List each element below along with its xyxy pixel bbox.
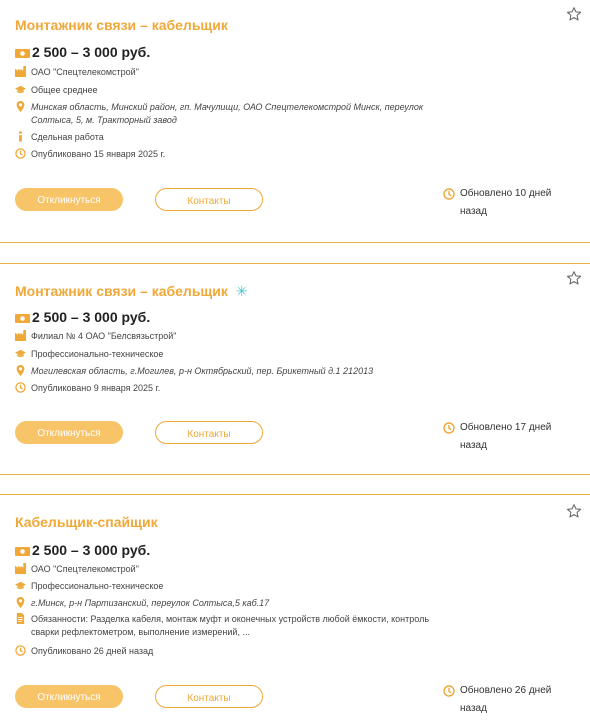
star-icon[interactable] <box>566 6 582 22</box>
updated-text: Обновлено 10 дней назад <box>460 188 552 217</box>
salary <box>15 309 150 325</box>
company-row <box>15 330 440 343</box>
education-text: Профессионально-техническое <box>31 349 164 359</box>
location-pin-icon <box>15 597 26 608</box>
work-type-text: Сдельная работа <box>31 132 104 142</box>
address-text: Могилевская область, г.Могилев, р-н Октябрьский, пер. Брикетный д.1 212013 <box>31 366 374 376</box>
company-name[interactable]: Филиал № 4 ОАО "Белсвязьстрой" <box>31 331 177 341</box>
published-text: Опубликовано 15 января 2025 г. <box>31 149 166 159</box>
education-text: Общее среднее <box>31 85 98 95</box>
clock-icon <box>15 148 26 159</box>
contacts-button[interactable]: Контакты <box>155 685 263 708</box>
vacancy-title-wrap <box>15 283 248 300</box>
clock-icon <box>443 685 455 697</box>
salary-text: 2 500 – 3 000 руб. <box>32 309 151 325</box>
published-text: Опубликовано 9 января 2025 г. <box>31 383 161 393</box>
education-row <box>15 84 440 97</box>
location-pin-icon <box>15 101 26 112</box>
work-type-row <box>15 131 440 144</box>
company-name[interactable]: ОАО "Спецтелекомстрой" <box>31 67 139 77</box>
company-name[interactable]: ОАО "Спецтелекомстрой" <box>31 564 139 574</box>
building-icon <box>15 66 26 77</box>
graduation-cap-icon <box>15 580 26 591</box>
published-row <box>15 382 440 395</box>
published-text: Опубликовано 26 дней назад <box>31 646 154 656</box>
updated-info <box>443 185 573 221</box>
money-icon <box>15 47 30 59</box>
money-icon <box>15 545 30 557</box>
updated-info <box>443 682 573 718</box>
education-row <box>15 348 440 361</box>
graduation-cap-icon <box>15 348 26 359</box>
apply-button[interactable]: Откликнуться <box>15 421 123 444</box>
sparkle-icon: ✳ <box>235 283 248 299</box>
updated-info <box>443 419 573 455</box>
vacancy-title[interactable]: Кабельщик-спайщик <box>15 514 158 530</box>
published-row <box>15 148 440 161</box>
vacancy-card <box>0 0 590 243</box>
contacts-button[interactable]: Контакты <box>155 188 263 211</box>
salary-text: 2 500 – 3 000 руб. <box>32 44 151 60</box>
star-icon[interactable] <box>566 503 582 519</box>
apply-button[interactable]: Откликнуться <box>15 685 123 708</box>
address-text: г.Минск, р-н Партизанский, переулок Солтыса,5 каб.17 <box>31 598 270 608</box>
graduation-cap-icon <box>15 84 26 95</box>
building-icon <box>15 330 26 341</box>
salary <box>15 44 150 60</box>
contacts-button[interactable]: Контакты <box>155 421 263 444</box>
address-row <box>15 101 440 127</box>
vacancy-card <box>0 494 590 721</box>
clock-icon <box>443 422 455 434</box>
address-row <box>15 365 440 378</box>
salary <box>15 542 150 558</box>
clock-icon <box>15 645 26 656</box>
education-row <box>15 580 440 593</box>
clock-icon <box>443 188 455 200</box>
vacancy-card <box>0 263 590 475</box>
education-text: Профессионально-техническое <box>31 581 164 591</box>
money-icon <box>15 312 30 324</box>
star-icon[interactable] <box>566 270 582 286</box>
company-row <box>15 563 440 576</box>
published-row <box>15 645 440 658</box>
duties-text: Обязанности: Разделка кабеля, монтаж муфт и оконечных устройств любой ёмкости, контроль сварки рефлектометром, выполнение измерений, ... <box>31 614 430 637</box>
info-icon <box>15 131 26 142</box>
vacancy-title[interactable]: Монтажник связи – кабельщик <box>15 283 228 299</box>
duties-row <box>15 613 440 639</box>
document-icon <box>15 613 26 624</box>
clock-icon <box>15 382 26 393</box>
updated-text: Обновлено 26 дней назад <box>460 685 552 714</box>
company-row <box>15 66 440 79</box>
building-icon <box>15 563 26 574</box>
address-row <box>15 597 440 610</box>
apply-button[interactable]: Откликнуться <box>15 188 123 211</box>
address-text: Минская область, Минский район, гп. Мачулищи, ОАО Спецтелекомстрой Минск, переулок Солтыса, 5, м. Тракторный завод <box>31 102 424 125</box>
location-pin-icon <box>15 365 26 376</box>
salary-text: 2 500 – 3 000 руб. <box>32 542 151 558</box>
updated-text: Обновлено 17 дней назад <box>460 422 552 451</box>
vacancy-title[interactable]: Монтажник связи – кабельщик <box>15 17 228 33</box>
